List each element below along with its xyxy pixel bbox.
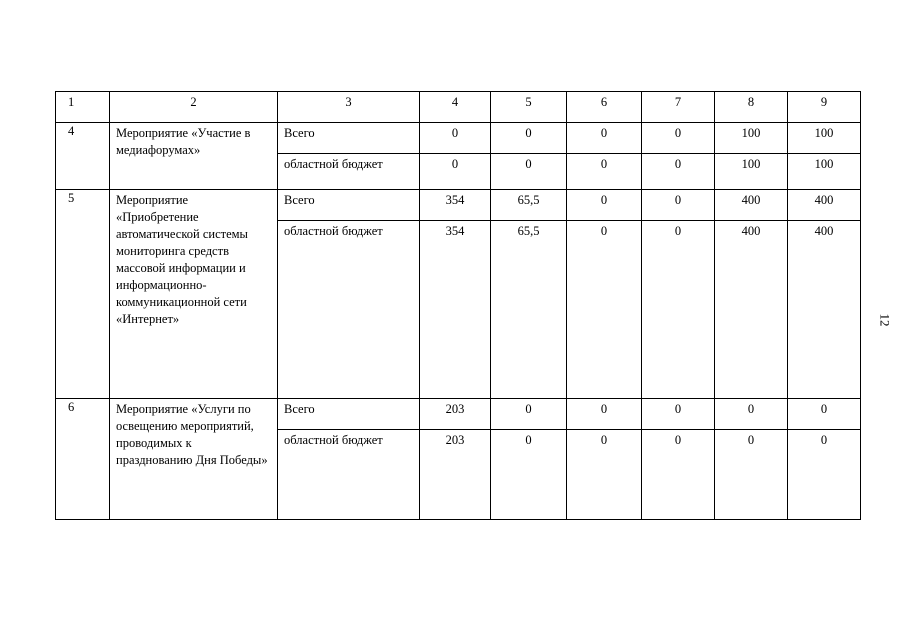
value-cell: 0: [567, 190, 642, 221]
value-cell: 0: [491, 399, 567, 430]
value-cell: 0: [642, 430, 715, 520]
value-cell: 65,5: [491, 190, 567, 221]
value-cell: 0: [567, 221, 642, 399]
funding-source: Всего: [278, 123, 420, 154]
value-cell: 400: [788, 221, 861, 399]
value-cell: 203: [420, 399, 491, 430]
value-cell: 354: [420, 221, 491, 399]
value-cell: 400: [715, 221, 788, 399]
row-number: 6: [56, 399, 110, 520]
value-cell: 0: [567, 123, 642, 154]
funding-source: областной бюджет: [278, 221, 420, 399]
value-cell: 0: [491, 123, 567, 154]
header-cell: 8: [715, 92, 788, 123]
value-cell: 0: [642, 399, 715, 430]
row-number: 4: [56, 123, 110, 190]
header-row: [56, 92, 861, 123]
header-cell: 2: [110, 92, 278, 123]
value-cell: 0: [642, 221, 715, 399]
value-cell: 0: [491, 154, 567, 190]
value-cell: 0: [642, 154, 715, 190]
value-cell: 0: [567, 154, 642, 190]
value-cell: 0: [715, 430, 788, 520]
value-cell: 354: [420, 190, 491, 221]
value-cell: 0: [420, 154, 491, 190]
value-cell: 203: [420, 430, 491, 520]
value-cell: 100: [715, 123, 788, 154]
funding-source: Всего: [278, 399, 420, 430]
header-cell: 5: [491, 92, 567, 123]
value-cell: 100: [788, 154, 861, 190]
value-cell: 400: [788, 190, 861, 221]
header-cell: 3: [278, 92, 420, 123]
value-cell: 100: [788, 123, 861, 154]
value-cell: 0: [715, 399, 788, 430]
event-name: Мероприятие «Услуги по освещению мероприятий, проводимых к празднованию Дня Победы»: [110, 399, 278, 520]
value-cell: 0: [788, 399, 861, 430]
value-cell: 0: [642, 190, 715, 221]
funding-source: Всего: [278, 190, 420, 221]
header-cell: 6: [567, 92, 642, 123]
table-row: [56, 123, 861, 154]
header-cell: 4: [420, 92, 491, 123]
table-row: [56, 190, 861, 221]
value-cell: 65,5: [491, 221, 567, 399]
header-cell: 1: [56, 92, 110, 123]
funding-source: областной бюджет: [278, 430, 420, 520]
value-cell: 0: [567, 430, 642, 520]
event-name: Мероприятие «Приобретение автоматической системы мониторинга средств массовой информации и информационно-коммуникационной сети «Интернет»: [110, 190, 278, 399]
value-cell: 0: [420, 123, 491, 154]
header-cell: 7: [642, 92, 715, 123]
value-cell: 400: [715, 190, 788, 221]
table-row: [56, 399, 861, 430]
budget-table: [55, 91, 861, 520]
value-cell: 100: [715, 154, 788, 190]
value-cell: 0: [642, 123, 715, 154]
page-number: 12: [877, 313, 893, 327]
value-cell: 0: [491, 430, 567, 520]
value-cell: 0: [567, 399, 642, 430]
funding-source: областной бюджет: [278, 154, 420, 190]
event-name: Мероприятие «Участие в медиафорумах»: [110, 123, 278, 190]
header-cell: 9: [788, 92, 861, 123]
row-number: 5: [56, 190, 110, 399]
value-cell: 0: [788, 430, 861, 520]
